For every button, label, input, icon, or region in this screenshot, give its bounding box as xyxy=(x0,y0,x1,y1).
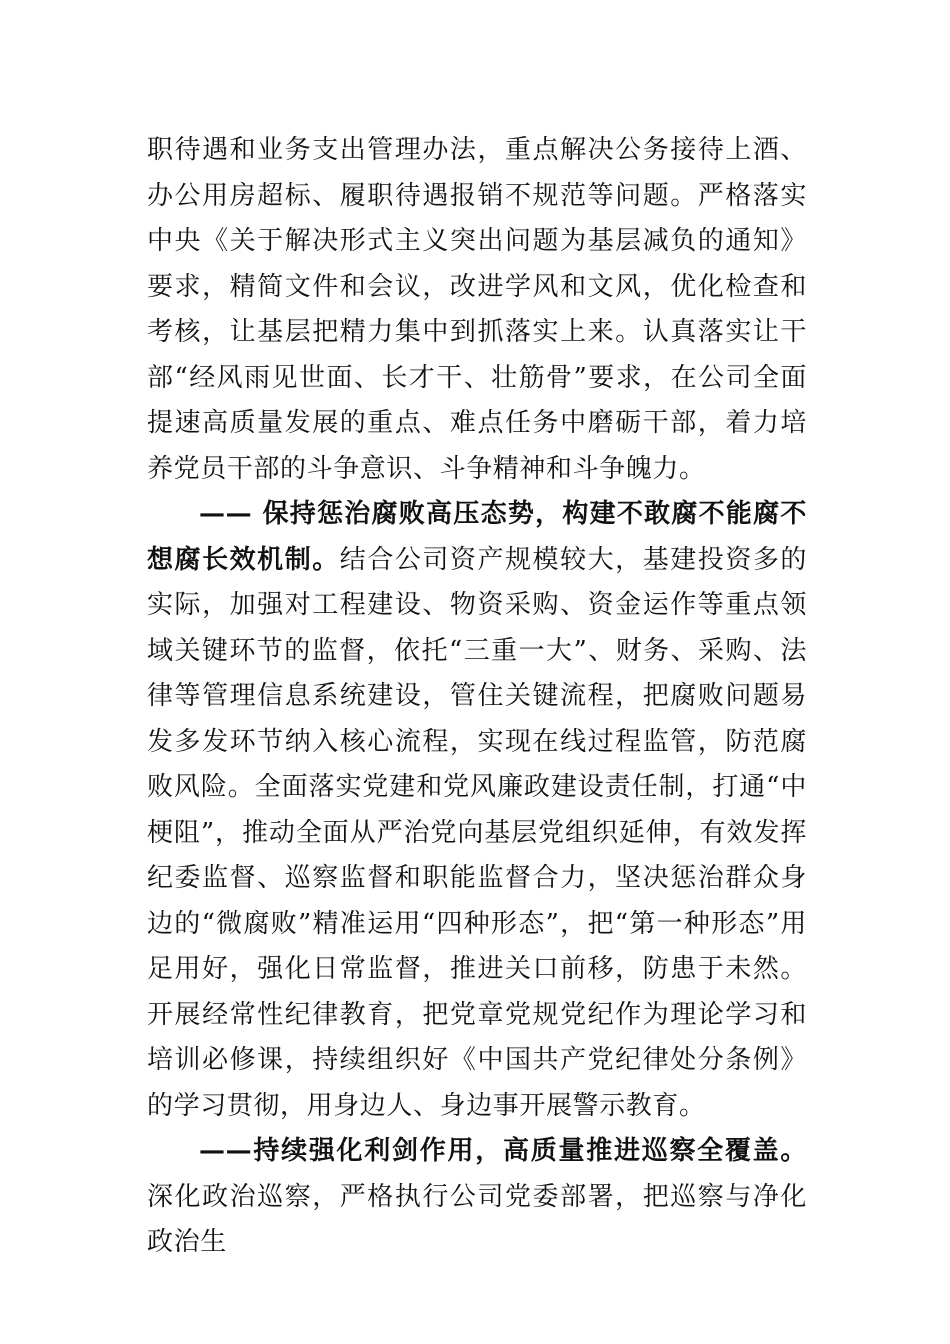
paragraph-2-heading: —— 保持惩治腐败高压态势，构建不敢腐不能腐不想腐长效机制。 xyxy=(147,499,807,575)
paragraph-3-text: 深化政治巡察，严格执行公司党委部署，把巡察与净化政治生 xyxy=(147,1181,807,1257)
paragraph-1-text: 职待遇和业务支出管理办法，重点解决公务接待上酒、办公用房超标、履职待遇报销不规范等问题。严格落实中央《关于解决形式主义突出问题为基层减负的通知》要求，精简文件和会议，改进学风和文风，优化检查和考核，让基层把精力集中到抓落实上来。认真落实让干部“经风雨见世面、长才干、壮筋骨”要求，在公司全面提速高质量发展的重点、难点任务中磨砺干部，着力培养党员干部的斗争意识、斗争精神和斗争魄力。 xyxy=(147,135,807,484)
paragraph-3-heading: ——持续强化利剑作用，高质量推进巡察全覆盖。 xyxy=(199,1136,807,1166)
paragraph-2-text: 结合公司资产规模较大，基建投资多的实际，加强对工程建设、物资采购、资金运作等重点领域关键环节的监督，依托“三重一大”、财务、采购、法律等管理信息系统建设，管住关键流程，把腐败问题易发多发环节纳入核心流程，实现在线过程监管，防范腐败风险。全面落实党建和党风廉政建设责任制，打通“中梗阻”，推动全面从严治党向基层党组织延伸，有效发挥纪委监督、巡察监督和职能监督合力，坚决惩治群众身边的“微腐败”精准运用“四种形态”，把“第一种形态”用足用好，强化日常监督，推进关口前移，防患于未然。开展经常性纪律教育，把党章党规党纪作为理论学习和培训必修课，持续组织好《中国共产党纪律处分条例》的学习贯彻，用身边人、身边事开展警示教育。 xyxy=(147,544,808,1121)
paragraph-2 xyxy=(147,492,807,1129)
paragraph-1 xyxy=(147,128,807,492)
document-body xyxy=(147,128,807,1266)
paragraph-3 xyxy=(147,1129,807,1266)
